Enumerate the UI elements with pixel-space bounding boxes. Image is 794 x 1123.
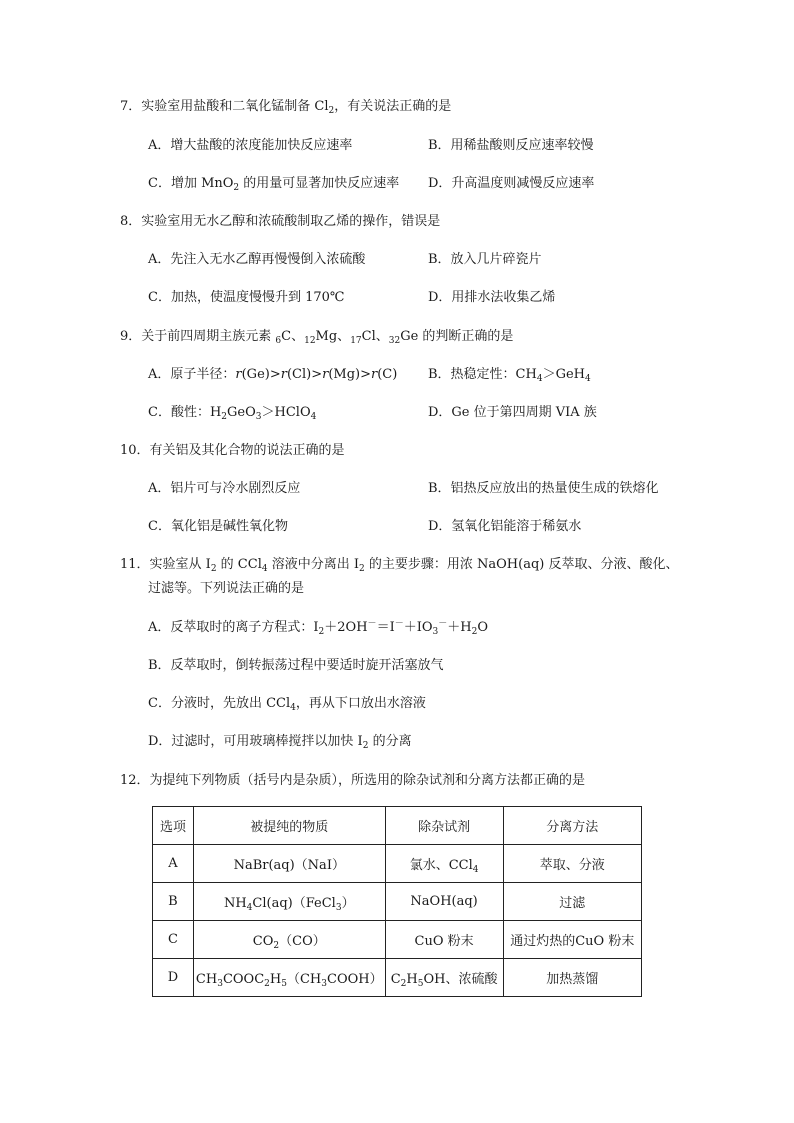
header-method: 分离方法 — [503, 807, 641, 845]
q8-option-a[interactable]: A．先注入无水乙醇再慢慢倒入浓硫酸 — [148, 252, 366, 267]
header-reagent: 除杂试剂 — [385, 807, 503, 845]
q8-option-d[interactable]: D．用排水法收集乙烯 — [428, 290, 556, 305]
row-method: 萃取、分液 — [503, 845, 641, 883]
header-option: 选项 — [153, 807, 194, 845]
table-row[interactable] — [153, 959, 642, 997]
q10-stem: 10．有关铝及其化合物的说法正确的是 — [120, 443, 345, 458]
q9-option-c[interactable]: C．酸性：$H_2GeO_3>HClO_4$ — [148, 405, 317, 422]
row-option: B — [153, 883, 194, 921]
q11-option-c[interactable]: C．分液时，先放出 CCl$_4$，再从下口放出水溶液 — [148, 696, 426, 713]
table-row[interactable] — [153, 921, 642, 959]
row-method: 通过灼热的CuO 粉末 — [503, 921, 641, 959]
q12-stem: 12．为提纯下列物质（括号内是杂质），所选用的除杂试剂和分离方法都正确的是 — [120, 773, 586, 788]
q7-option-d[interactable]: D．升高温度则减慢反应速率 — [428, 176, 595, 191]
row-substance: $CH_3COOC_2H_5(CH_3COOH)$ — [193, 959, 385, 997]
row-substance: $NH_4Cl(aq)(FeCl_3)$ — [193, 883, 385, 921]
q11-stem: 11．实验室从 $I_2$ 的 CCl$_4$ 溶液中分离出 $I_2$ 的主要步骤：用浓 NaOH(aq) 反萃取、分液、酸化、 — [120, 557, 679, 574]
row-method: 加热蒸馏 — [503, 959, 641, 997]
row-method: 过滤 — [503, 883, 641, 921]
q9-option-d[interactable]: D．Ge 位于第四周期 VIA 族 — [428, 405, 597, 420]
row-option: D — [153, 959, 194, 997]
q11-option-b[interactable]: B．反萃取时，倒转振荡过程中要适时旋开活塞放气 — [148, 658, 444, 673]
q9-option-b[interactable]: B．热稳定性：$CH_4>GeH_4$ — [428, 367, 591, 384]
q8-option-c[interactable]: C．加热，使温度慢慢升到 170℃ — [148, 290, 345, 305]
row-reagent: NaOH(aq) — [385, 883, 503, 921]
header-substance: 被提纯的物质 — [193, 807, 385, 845]
q9-stem: 9．关于前四周期主族元素 $_6$C、$_{12}$Mg、$_{17}$Cl、$_{32}$Ge 的判断正确的是 — [120, 329, 514, 346]
q8-stem: 8．实验室用无水乙醇和浓硫酸制取乙烯的操作，错误是 — [120, 214, 441, 229]
q7-stem: 7．实验室用盐酸和二氧化锰制备 $Cl_2$，有关说法正确的是 — [120, 99, 452, 116]
q11-option-a[interactable]: A．反萃取时的离子方程式：$I_2+2OH^-=I^-+IO_3^-+H_2O$ — [148, 619, 489, 637]
q7-option-c[interactable]: C．增加 MnO$_2$ 的用量可显著加快反应速率 — [148, 176, 400, 193]
table-row[interactable] — [153, 845, 642, 883]
q10-option-a[interactable]: A．铝片可与冷水剧烈反应 — [148, 481, 301, 496]
q7-option-a[interactable]: A．增大盐酸的浓度能加快反应速率 — [148, 138, 353, 153]
purification-table — [152, 806, 642, 997]
row-option: C — [153, 921, 194, 959]
row-reagent: CuO 粉末 — [385, 921, 503, 959]
q11-option-d[interactable]: D．过滤时，可用玻璃棒搅拌以加快 $I_2$ 的分离 — [148, 734, 412, 751]
q10-option-c[interactable]: C．氧化铝是碱性氧化物 — [148, 519, 288, 534]
q9-option-a[interactable]: A．原子半径：r(Ge)>r(Cl)>r(Mg)>r(C) — [148, 367, 398, 382]
q8-option-b[interactable]: B．放入几片碎瓷片 — [428, 252, 542, 267]
row-substance: $CO_2(CO)$ — [193, 921, 385, 959]
row-option: A — [153, 845, 194, 883]
table-row[interactable] — [153, 883, 642, 921]
row-reagent: 氯水、CCl$_4$ — [385, 845, 503, 883]
q11-stem-line2: 过滤等。下列说法正确的是 — [148, 581, 305, 596]
q10-option-d[interactable]: D．氢氧化铝能溶于稀氨水 — [428, 519, 582, 534]
q7-option-b[interactable]: B．用稀盐酸则反应速率较慢 — [428, 138, 594, 153]
q10-option-b[interactable]: B．铝热反应放出的热量使生成的铁熔化 — [428, 481, 659, 496]
row-reagent: $C_2H_5OH$、浓硫酸 — [385, 959, 503, 997]
row-substance: NaBr(aq)（NaI） — [193, 845, 385, 883]
table-header-row — [153, 807, 642, 845]
